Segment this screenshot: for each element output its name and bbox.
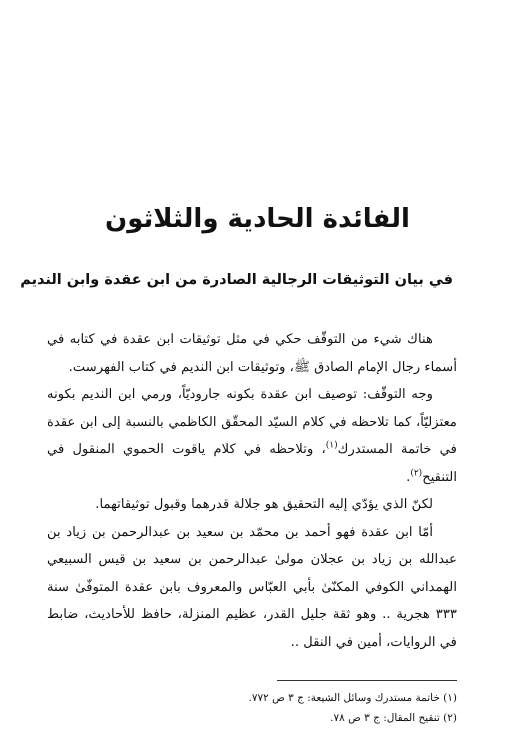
footnote-ref-2[interactable]: (٢) [410,468,423,479]
footnote-1: (١) خاتمة مستدرك وسائل الشيعة: ج ٣ ص ٧٧٢. [248,692,457,704]
footnotes [157,688,457,728]
paragraph-2 [47,381,457,491]
body-text [47,326,457,656]
paragraph-2-text: وجه التوقّف: توصيف ابن عقدة بكونه جاروديّاً، ورمي ابن النديم بكونه معتزليّاً، كما تلاحظه في كلام السيّد المحقّق الكاظمي بالنسبة إلى ابن عقدة في خاتمة المستدرك [47,387,457,457]
paragraph-4: أمّا ابن عقدة فهو أحمد بن محمّد بن سعيد بن عبدالرحمن بن زياد بن عبدالله بن زياد بن عجلان مولىٰ عبدالرحمن بن سعيد بن قيس السبيعي الهمداني الكوفي المكنّىٰ بأبي العبّاس والمعروف بابن عقدة المتوفّىٰ سنة ٣٣٣ هجرية .. وهو ثقة جليل القدر، عظيم المنزلة، حافظ للأحاديث، ضابط في الروايات، أمين في النقل .. [47,524,457,650]
footnote-divider [277,680,457,681]
paragraph-2-mid: ، وتلاحظه في كلام ياقوت الحموي المنقول في التنقيح [47,442,457,485]
section-subtitle: في بيان التوثيقات الرجالية الصادرة من ابن عقدة وابن النديم [20,272,453,288]
chapter-title: الفائدة الحادية والثلاثون [105,204,410,234]
paragraph-1: هناك شيء من التوقّف حكي في مثل توثيقات ابن عقدة في كتابه في أسماء رجال الإمام الصادق ﷺ، وتوثيقات ابن النديم في كتاب الفهرست. [47,332,457,375]
footnote-ref-1[interactable]: (١) [325,440,338,451]
footnote-2: (٢) تنقيح المقال: ج ٣ ص ٧٨. [330,712,457,724]
paragraph-3: لكنّ الذي يؤدّي إليه التحقيق هو جلالة قدرهما وقبول توثيقاتهما. [95,497,433,512]
paragraph-2-end: . [406,469,411,485]
